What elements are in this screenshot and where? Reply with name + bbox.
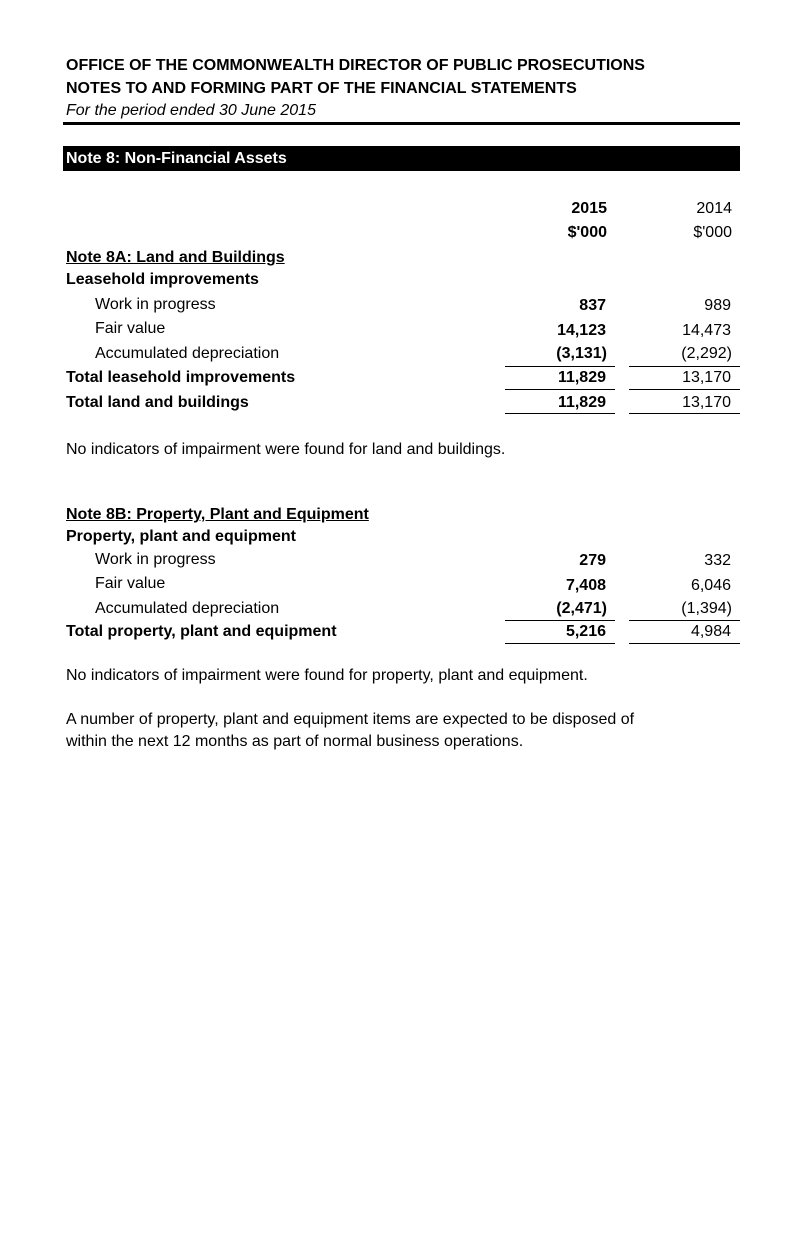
total-land-buildings-2014: 13,170 — [682, 394, 731, 411]
row-value-2015: 7,408 — [565, 577, 606, 594]
subtotal-rule — [505, 620, 615, 621]
row-value-2014: (2,292) — [681, 345, 732, 362]
row-value-2014: 332 — [704, 552, 731, 569]
row-value-2015: 837 — [579, 297, 606, 314]
note-title-bar: Note 8: Non-Financial Assets — [63, 146, 740, 171]
col-2015-year: 2015 — [571, 200, 607, 217]
header-period: For the period ended 30 June 2015 — [66, 102, 316, 119]
total-rule — [629, 389, 740, 390]
row-label: Work in progress — [95, 296, 216, 313]
row-value-2014: (1,394) — [681, 600, 732, 617]
total-leasehold-label: Total leasehold improvements — [66, 369, 296, 386]
row-value-2014: 14,473 — [682, 322, 731, 339]
row-label: Accumulated depreciation — [95, 600, 280, 617]
row-label: Work in progress — [95, 551, 216, 568]
row-value-2015: 14,123 — [557, 322, 606, 339]
total-ppe-2014: 4,984 — [690, 623, 731, 640]
header-agency: OFFICE OF THE COMMONWEALTH DIRECTOR OF PUBLIC PROSECUTIONS — [66, 57, 645, 74]
note-8b-subtitle: Property, plant and equipment — [66, 528, 296, 545]
col-2014-year: 2014 — [696, 200, 732, 217]
total-land-buildings-2015: 11,829 — [557, 394, 606, 411]
total-ppe-2015: 5,216 — [565, 623, 606, 640]
note-8a-subtitle: Leasehold improvements — [66, 271, 259, 288]
row-label: Accumulated depreciation — [95, 345, 280, 362]
col-2014-unit: $'000 — [693, 224, 732, 241]
subtotal-rule — [629, 620, 740, 621]
total-rule — [629, 643, 740, 644]
row-value-2015: (2,471) — [556, 600, 607, 617]
total-leasehold-2014: 13,170 — [682, 369, 731, 386]
total-rule — [505, 413, 615, 414]
note-8b-impairment-text: No indicators of impairment were found for property, plant and equipment. — [66, 667, 588, 684]
total-rule — [505, 643, 615, 644]
subtotal-rule — [505, 366, 615, 367]
row-value-2015: 279 — [579, 552, 606, 569]
total-ppe-label: Total property, plant and equipment — [66, 623, 337, 640]
row-value-2014: 6,046 — [690, 577, 731, 594]
subtotal-rule — [629, 366, 740, 367]
row-value-2015: (3,131) — [556, 345, 607, 362]
note-8b-disposal-text-line1: A number of property, plant and equipment items are expected to be disposed of — [66, 711, 635, 728]
row-label: Fair value — [95, 575, 166, 592]
note-8a-title: Note 8A: Land and Buildings — [66, 249, 285, 266]
row-label: Fair value — [95, 320, 166, 337]
header-rule — [63, 122, 740, 125]
total-rule — [505, 389, 615, 390]
total-rule — [629, 413, 740, 414]
note-8b-disposal-text-line2: within the next 12 months as part of normal business operations. — [66, 733, 524, 750]
total-leasehold-2015: 11,829 — [557, 369, 606, 386]
row-value-2014: 989 — [704, 297, 731, 314]
col-2015-unit: $'000 — [567, 224, 607, 241]
total-land-buildings-label: Total land and buildings — [66, 394, 249, 411]
note-8a-impairment-text: No indicators of impairment were found for land and buildings. — [66, 441, 506, 458]
note-8b-title: Note 8B: Property, Plant and Equipment — [66, 506, 369, 523]
header-notes-title: NOTES TO AND FORMING PART OF THE FINANCIAL STATEMENTS — [66, 80, 577, 97]
